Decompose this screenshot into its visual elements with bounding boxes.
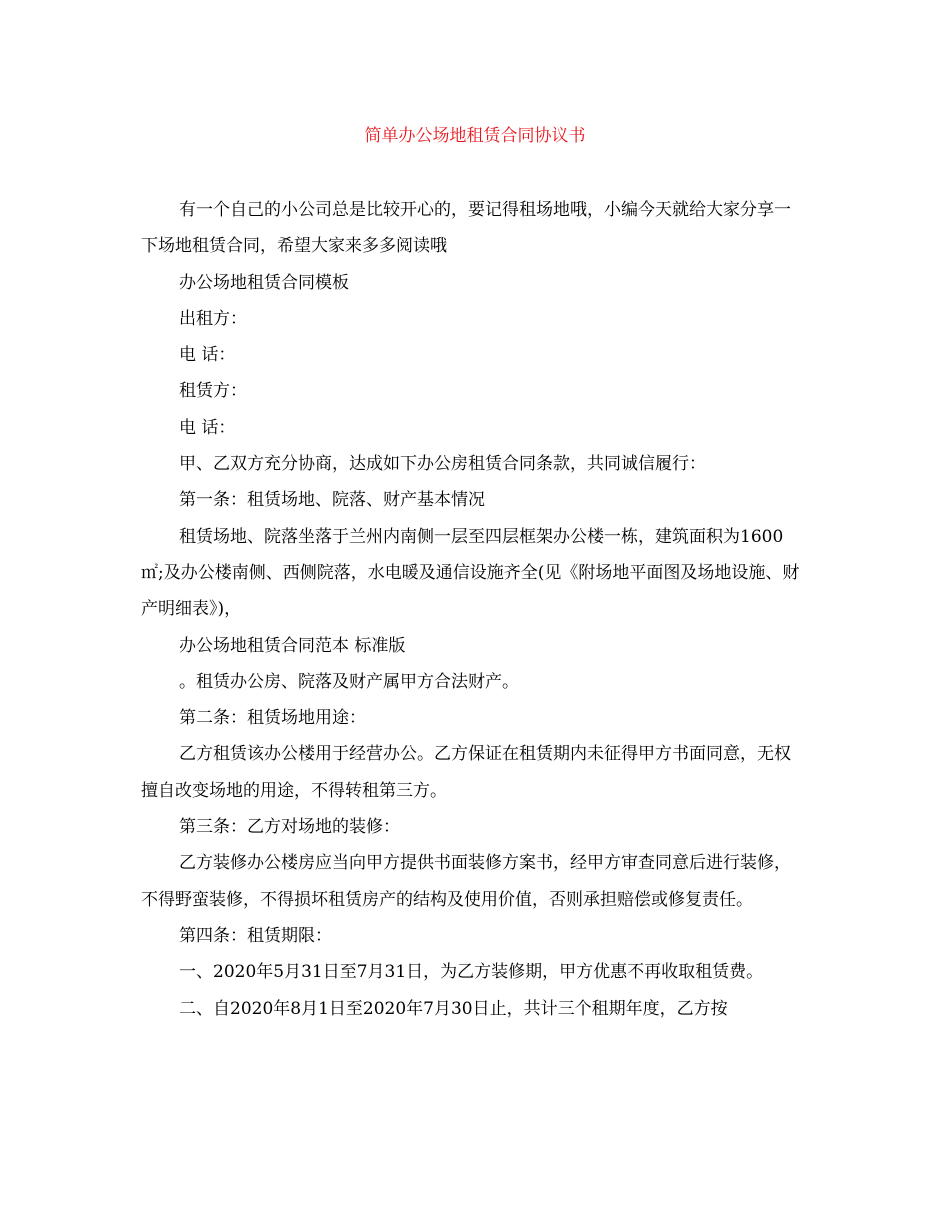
paragraph-article-4-item-1: 一、2020年5月31日至7月31日，为乙方装修期，甲方优惠不再收取租赁费。 — [179, 962, 764, 983]
paragraph-article-3: 第三条：乙方对场地的装修： — [179, 817, 400, 838]
paragraph-agreement: 甲、乙双方充分协商，达成如下办公房租赁合同条款，共同诚信履行： — [179, 454, 706, 475]
paragraph-intro: 有一个自己的小公司总是比较开心的，要记得租场地哦，小编今天就给大家分享一下场地租赁合同，希望大家来多多阅读哦 — [141, 200, 791, 257]
paragraph-article-2: 第二条：租赁场地用途： — [179, 708, 366, 729]
paragraph-article-2-content: 乙方租赁该办公楼用于经营办公。乙方保证在租赁期内未征得甲方书面同意，无权擅自改变场地的用途，不得转租第三方。 — [141, 744, 791, 801]
paragraph-standard-version: 办公场地租赁合同范本 标准版 — [179, 635, 406, 656]
paragraph-article-1: 第一条：租赁场地、院落、财产基本情况 — [179, 490, 485, 511]
document-body — [141, 192, 801, 1027]
paragraph-template-heading: 办公场地租赁合同模板 — [179, 272, 349, 293]
paragraph-article-1-content: 租赁场地、院落坐落于兰州内南侧一层至四层框架办公楼一栋，建筑面积为1600㎡;及办公楼南侧、西侧院落，水电暖及通信设施齐全(见《附场地平面图及场地设施、财产明细表》)， — [141, 526, 800, 620]
paragraph-article-3-content: 乙方装修办公楼房应当向甲方提供书面装修方案书，经甲方审查同意后进行装修，不得野蛮装修，不得损坏租赁房产的结构及使用价值，否则承担赔偿或修复责任。 — [141, 853, 791, 910]
paragraph-property-ownership: 。租赁办公房、院落及财产属甲方合法财产。 — [179, 671, 519, 692]
paragraph-lessor-phone: 电 话： — [179, 345, 236, 366]
paragraph-article-4-item-2: 二、自2020年8月1日至2020年7月30日止，共计三个租期年度，乙方按 — [179, 998, 728, 1019]
paragraph-lessor: 出租方： — [179, 308, 247, 329]
paragraph-lessee: 租赁方： — [179, 381, 247, 402]
paragraph-lessee-phone: 电 话： — [179, 417, 236, 438]
document-title: 简单办公场地租赁合同协议书 — [364, 126, 586, 146]
paragraph-article-4: 第四条：租赁期限： — [179, 925, 332, 946]
